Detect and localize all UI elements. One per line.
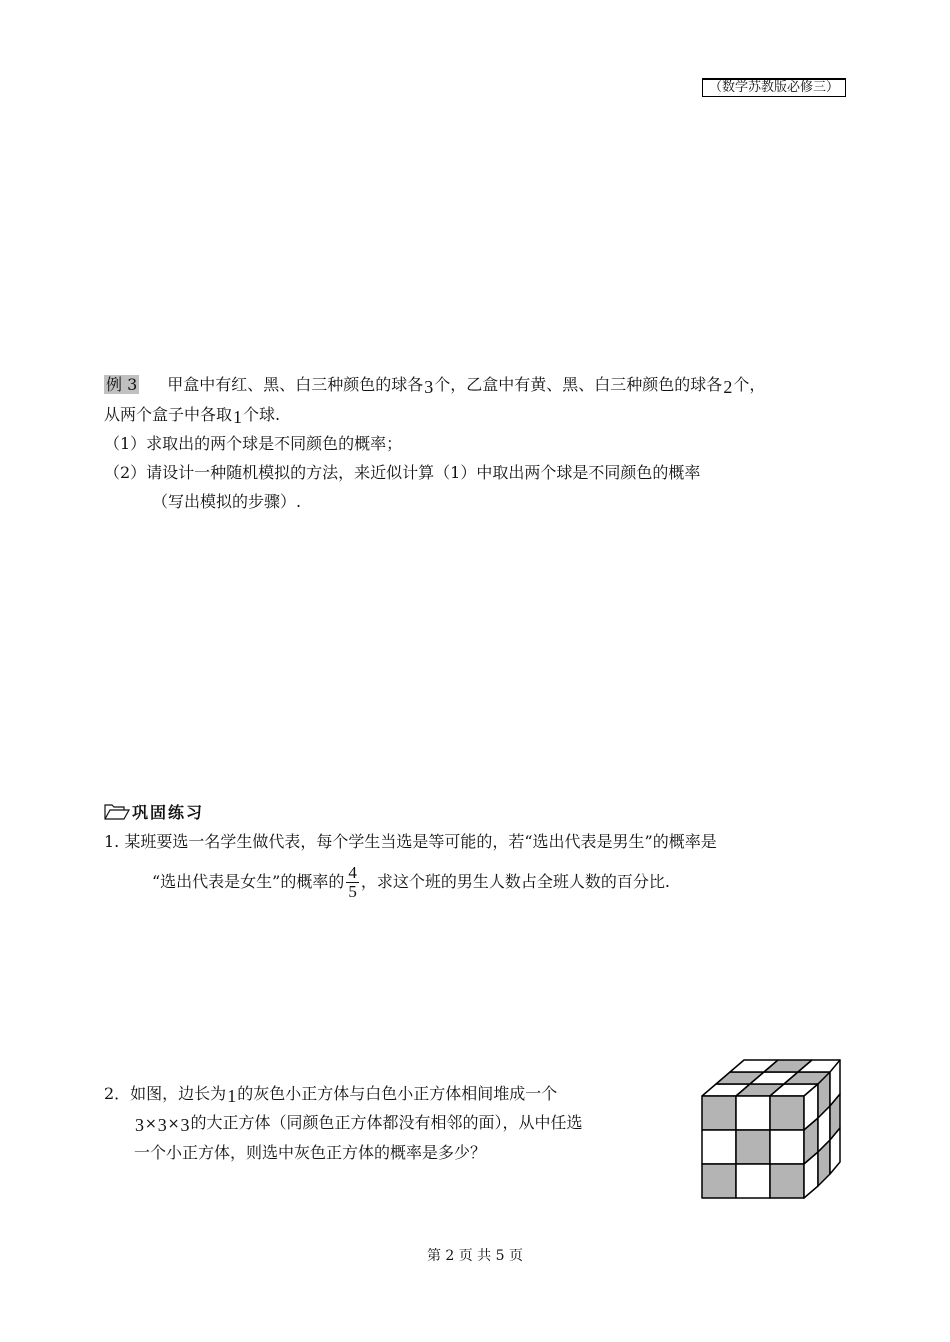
fraction xyxy=(346,864,359,901)
example-label: 例 3 xyxy=(106,375,138,394)
practice-2-line3: 一个小正方体，则选中灰色正方体的概率是多少？ xyxy=(134,1143,487,1162)
practice-1-text: “选出代表是女生”的概率的 xyxy=(152,872,345,891)
dimension-value: 3 xyxy=(135,1115,144,1135)
example3-question-2: （2）请设计一种随机模拟的方法，来近似计算（1）中取出两个球是不同颜色的概率 xyxy=(104,463,701,482)
fraction-denominator: 5 xyxy=(348,882,357,901)
example3-line2 xyxy=(104,403,280,426)
example3-text: 个球. xyxy=(243,405,281,424)
folder-icon xyxy=(104,804,130,824)
fraction-numerator: 4 xyxy=(348,863,357,882)
practice-2-line2 xyxy=(134,1111,582,1135)
dimension-value: 3 xyxy=(157,1115,167,1135)
example3-text: 个， xyxy=(733,375,766,394)
example3-text: 从两个盒子中各取 xyxy=(104,405,233,424)
cube-front-face xyxy=(702,1096,804,1198)
example3-question-1: （1）求取出的两个球是不同颜色的概率； xyxy=(104,434,403,453)
practice-heading xyxy=(104,800,204,824)
times-sign: × xyxy=(145,1116,157,1132)
example3-text: 个，乙盒中有黄、黑、白三种颜色的球各 xyxy=(434,375,723,394)
count-value: 2 xyxy=(723,377,733,397)
count-value: 1 xyxy=(233,407,243,427)
page-footer: 第 2 页 共 5 页 xyxy=(426,1248,524,1264)
practice-1-text: ，求这个班的男生人数占全班人数的百分比. xyxy=(360,872,670,891)
example3-text: 甲盒中有红、黑、白三种颜色的球各 xyxy=(167,375,424,394)
dimension-value: 3 xyxy=(180,1115,190,1135)
checkered-cube-figure xyxy=(700,1058,842,1200)
practice-1-line2 xyxy=(152,860,670,904)
practice-2-text: 的灰色小正方体与白色小正方体相间堆成一个 xyxy=(237,1084,558,1103)
textbook-tag: （数学苏教版必修三） xyxy=(702,78,846,97)
practice-title: 巩固练习 xyxy=(132,803,205,822)
example3-line1 xyxy=(104,373,765,396)
count-value: 3 xyxy=(424,377,434,397)
example3-question-2-cont: （写出模拟的步骤）. xyxy=(152,492,302,511)
practice-2-text: 2．如图，边长为 xyxy=(104,1084,227,1103)
practice-1-line1: 1. 某班要选一名学生做代表，每个学生当选是等可能的，若“选出代表是男生”的概率是 xyxy=(104,832,717,851)
practice-2-text: 的大正方体（同颜色正方体都没有相邻的面），从中任选 xyxy=(190,1113,583,1132)
times-sign: × xyxy=(167,1116,180,1132)
practice-2-line1 xyxy=(104,1082,557,1105)
edge-length-value: 1 xyxy=(227,1086,237,1106)
